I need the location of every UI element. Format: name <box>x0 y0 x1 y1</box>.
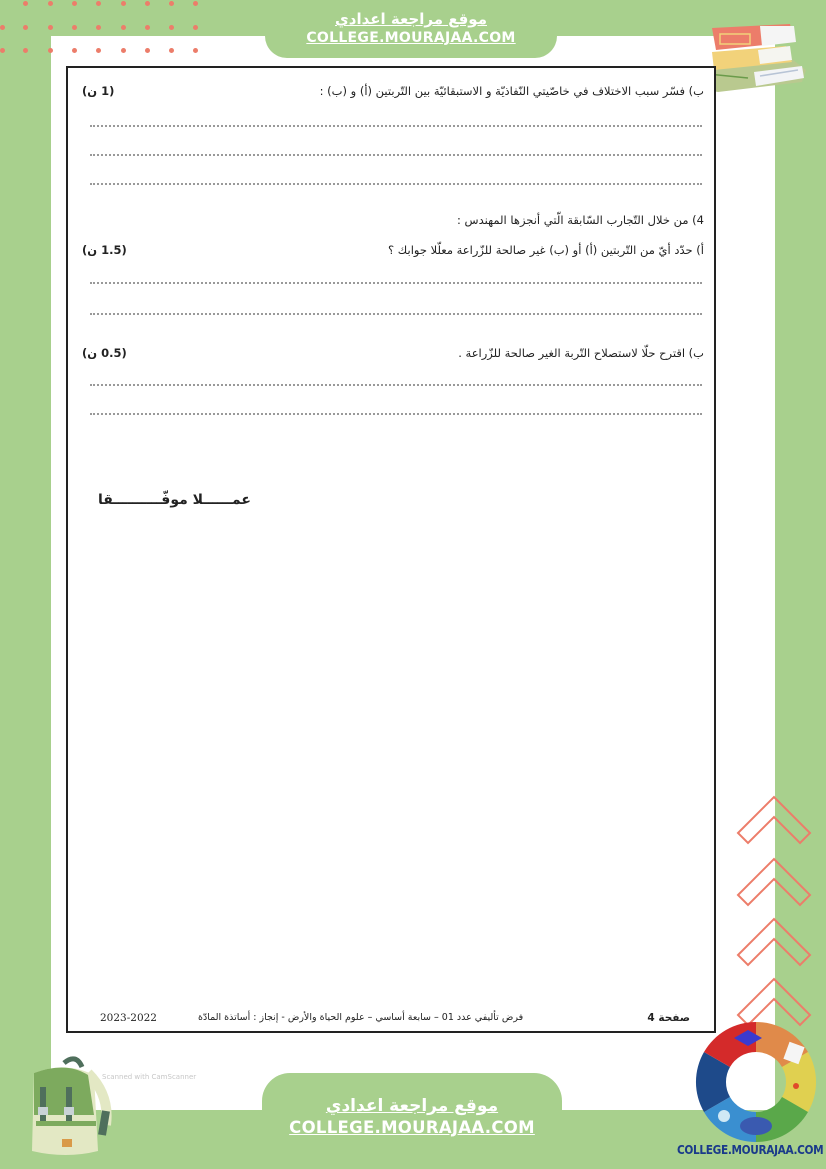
closing-wish: عمــــــلا موفّــــــــــقا <box>98 492 251 508</box>
answer-line[interactable] <box>90 154 702 156</box>
question-points: (1 ن) <box>82 84 115 98</box>
question-points: (0.5 ن) <box>82 346 127 360</box>
site-name-arabic: موقع مراجعة اعدادي <box>325 1096 499 1116</box>
backpack-icon <box>14 1055 114 1160</box>
question-points: (1.5 ن) <box>82 243 127 257</box>
books-stack-icon <box>698 12 818 97</box>
chevron-up-icon <box>736 793 812 847</box>
answer-line[interactable] <box>90 384 702 386</box>
frame-left <box>0 0 51 1169</box>
answer-line[interactable] <box>90 413 702 415</box>
question-4-intro <box>82 213 704 229</box>
question-4b <box>82 346 704 362</box>
question-text: ب) اقترح حلّا لاستصلاح التّربة الغير صالحة للزّراعة . <box>458 346 704 360</box>
site-url[interactable]: COLLEGE.MOURAJAA.COM <box>306 30 516 46</box>
answer-line[interactable] <box>90 282 702 284</box>
answer-line[interactable] <box>90 125 702 127</box>
question-3b <box>82 84 704 100</box>
site-url[interactable]: COLLEGE.MOURAJAA.COM <box>289 1118 535 1137</box>
chevron-up-icon <box>736 855 812 909</box>
site-name-arabic: موقع مراجعة اعدادي <box>335 10 487 28</box>
question-text: أ) حدّد أيّ من التّربتين (أ) أو (ب) غير صالحة للزّراعة معلّلا جوابك ؟ <box>388 243 704 257</box>
scanner-watermark: Scanned with CamScanner <box>102 1073 197 1081</box>
exam-title: فرض تأليفي عدد 01 – سابعة أساسي – علوم الحياة والأرض - إنجاز : أساتذة المادّة <box>198 1012 524 1023</box>
logo-url-text: COLLEGE.MOURAJAA.COM <box>677 1143 824 1157</box>
site-banner-bottom[interactable] <box>262 1073 562 1169</box>
chevron-up-icon <box>736 915 812 969</box>
question-text: 4) من خلال التّجارب السّابقة الّتي أنجزها المهندس : <box>457 213 704 227</box>
answer-line[interactable] <box>90 183 702 185</box>
college-mourajaa-logo-icon <box>694 1020 818 1146</box>
question-4a <box>82 243 704 259</box>
school-year: 2023-2022 <box>100 1012 157 1024</box>
exam-page <box>66 66 716 1033</box>
question-text: ب) فسّر سبب الاختلاف في خاصّيتي النّفاذيّة و الاستبقائيّة بين التّربتين (أ) و (ب) : <box>319 84 704 98</box>
decorative-dots <box>0 0 200 55</box>
answer-line[interactable] <box>90 313 702 315</box>
page-number: صفحة 4 <box>647 1012 690 1024</box>
site-banner-top[interactable] <box>265 0 557 58</box>
